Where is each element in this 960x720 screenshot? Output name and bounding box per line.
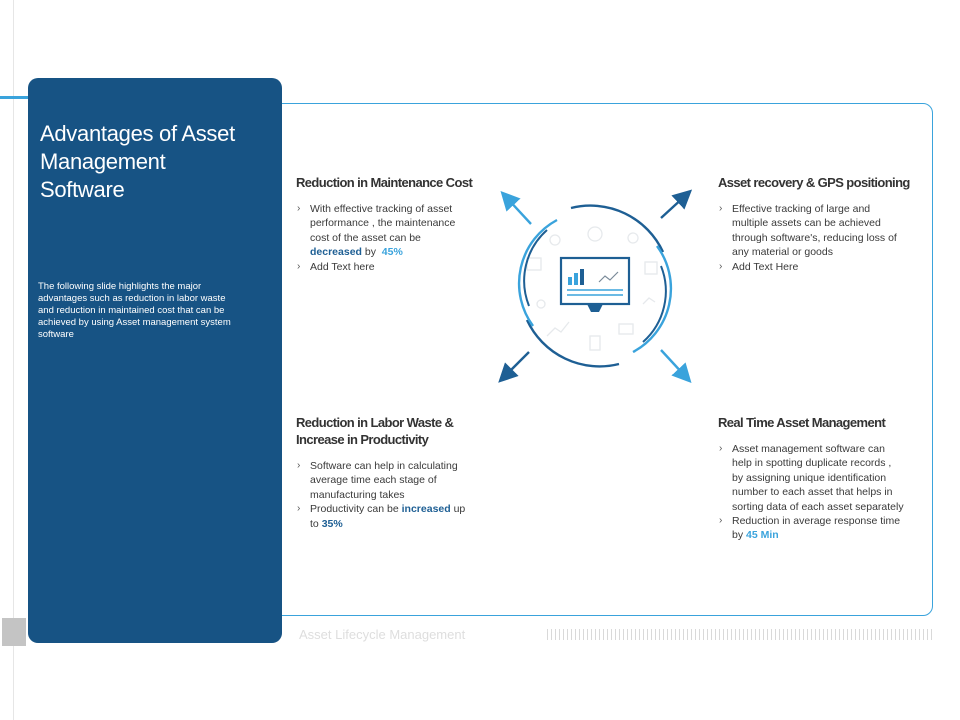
section-heading bbox=[718, 414, 930, 431]
chevron-right-icon: › bbox=[719, 515, 723, 527]
highlight-word: decreased bbox=[310, 246, 362, 259]
list-item bbox=[718, 442, 930, 514]
bullet-text: by bbox=[361, 246, 382, 259]
ring-arc-dark-right bbox=[643, 266, 666, 342]
bullet-line: number to each asset that helps in bbox=[732, 486, 893, 499]
title-line: Management bbox=[40, 149, 166, 174]
bullet-line: average time each stage of bbox=[310, 474, 437, 487]
description-line: advantages such as reduction in labor waste bbox=[38, 293, 226, 304]
bullet-line: Effective tracking of large and bbox=[732, 203, 871, 215]
list-item bbox=[718, 260, 930, 274]
slide-marker bbox=[2, 618, 26, 646]
heading-line: Reduction in Maintenance Cost bbox=[296, 175, 473, 190]
list-item bbox=[718, 514, 930, 543]
chevron-right-icon: › bbox=[297, 203, 301, 214]
section-labor-waste bbox=[296, 414, 496, 531]
heading-line: Reduction in Labor Waste & bbox=[296, 415, 454, 430]
arrow-top-left bbox=[507, 198, 531, 224]
highlight-word: increased bbox=[401, 503, 451, 516]
title-line: Software bbox=[40, 177, 125, 202]
description-line: achieved by using Asset management system bbox=[38, 317, 231, 328]
arrow-bottom-left bbox=[505, 352, 529, 376]
asset-cycle-graphic bbox=[495, 186, 695, 386]
list-item bbox=[296, 502, 496, 531]
description-line: The following slide highlights the major bbox=[38, 281, 202, 292]
monitor-with-bar-chart-icon bbox=[561, 258, 629, 312]
heading-line: Increase in Productivity bbox=[296, 432, 429, 447]
bullet-line bbox=[310, 245, 496, 259]
list-item bbox=[296, 260, 496, 274]
bullet-line: multiple assets can be achieved bbox=[732, 217, 881, 230]
heading-line: Real Time Asset Management bbox=[718, 415, 886, 430]
bullet-line: help in spotting duplicate records , bbox=[732, 457, 892, 470]
section-heading bbox=[296, 174, 496, 191]
bullet-line: Reduction in average response time bbox=[732, 515, 901, 528]
ring-arc-dark-bottom bbox=[527, 320, 619, 366]
bullet-line: sorting data of each asset separately bbox=[732, 500, 904, 513]
bullet-text: by bbox=[732, 529, 747, 542]
bullet-line bbox=[310, 502, 496, 516]
highlight-value: 45% bbox=[381, 246, 403, 259]
arrow-top-right bbox=[661, 196, 685, 218]
bullet-line: Add Text here bbox=[310, 260, 375, 273]
highlight-value: 45 Min bbox=[746, 529, 779, 542]
bullet-text: up bbox=[450, 503, 466, 516]
list-item bbox=[718, 202, 930, 260]
section-heading bbox=[296, 414, 496, 448]
bullet-line: Software can help in calculating bbox=[310, 460, 458, 472]
bullet-line: cost of the asset can be bbox=[310, 231, 421, 244]
bullet-line: Add Text Here bbox=[732, 260, 799, 273]
description-line: software bbox=[38, 329, 74, 340]
bullet-line bbox=[310, 517, 496, 531]
bullet-text: to bbox=[310, 517, 322, 530]
bullet-line: Asset management software can bbox=[732, 443, 885, 455]
section-maintenance-cost bbox=[296, 174, 496, 274]
bullet-line: manufacturing takes bbox=[310, 488, 405, 501]
section-heading bbox=[718, 174, 930, 191]
footer-title: Asset Lifecycle Management bbox=[299, 627, 466, 642]
page-description bbox=[38, 281, 270, 341]
bullet-list bbox=[296, 202, 496, 274]
ring-arc-dark-top bbox=[571, 206, 663, 252]
title-panel bbox=[28, 78, 282, 643]
chevron-right-icon: › bbox=[297, 260, 301, 272]
chevron-right-icon: › bbox=[719, 203, 723, 214]
footer-tick-pattern bbox=[547, 629, 933, 640]
chevron-right-icon: › bbox=[297, 460, 301, 471]
bullet-text: Productivity can be bbox=[310, 503, 402, 516]
bullet-line: by assigning unique identification bbox=[732, 471, 887, 484]
chevron-right-icon: › bbox=[719, 260, 723, 272]
section-gps-positioning bbox=[718, 174, 930, 274]
bullet-line bbox=[732, 528, 930, 542]
bullet-list bbox=[718, 202, 930, 274]
chevron-right-icon: › bbox=[297, 503, 301, 515]
bullet-line: With effective tracking of asset bbox=[310, 203, 453, 215]
highlight-value: 35% bbox=[321, 517, 343, 530]
section-real-time-management bbox=[718, 414, 930, 543]
chevron-right-icon: › bbox=[719, 443, 723, 454]
bullet-line: any material or goods bbox=[732, 246, 833, 259]
list-item bbox=[296, 202, 496, 260]
page-title bbox=[40, 120, 280, 204]
heading-line: Asset recovery & GPS positioning bbox=[718, 175, 910, 190]
arrow-bottom-right bbox=[661, 350, 685, 376]
list-item bbox=[296, 459, 496, 502]
title-line: Advantages of Asset bbox=[40, 121, 235, 146]
bullet-list bbox=[718, 442, 930, 543]
description-line: and reduction in maintained cost that can be bbox=[38, 305, 225, 316]
left-rule-line bbox=[13, 0, 14, 720]
bullet-line: through software's, reducing loss of bbox=[732, 231, 897, 244]
bullet-line: performance , the maintenance bbox=[310, 217, 456, 230]
bullet-list bbox=[296, 459, 496, 531]
